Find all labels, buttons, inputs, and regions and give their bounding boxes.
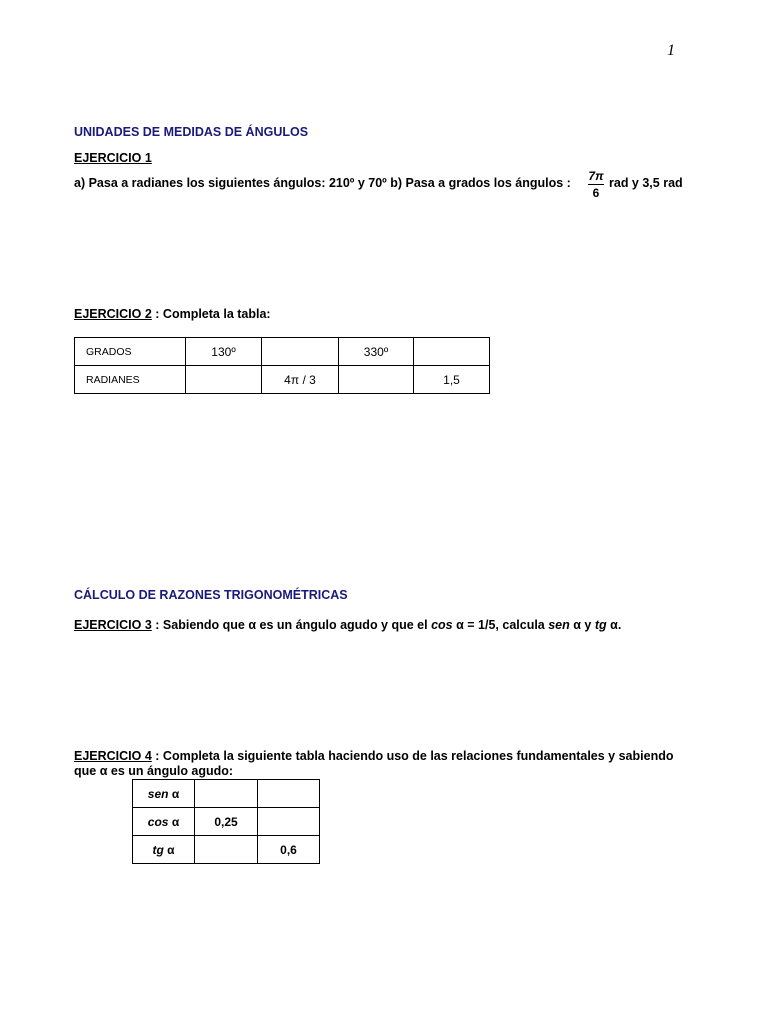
- text-span: es un ángulo agudo y que el: [256, 618, 432, 632]
- table-cell: 130º: [186, 338, 262, 366]
- table-cell: 4π / 3: [262, 366, 339, 394]
- alpha-symbol: α: [167, 842, 175, 857]
- degrees-radians-table: [74, 337, 490, 394]
- table-cell: 0,25: [195, 808, 258, 836]
- text-span: que: [74, 764, 100, 778]
- table-cell: [186, 366, 262, 394]
- alpha-symbol: α: [573, 618, 581, 632]
- text-span: : Sabiendo que: [151, 618, 249, 632]
- row-label-grados: GRADOS: [75, 338, 186, 366]
- table-cell: [339, 366, 414, 394]
- table-cell: 1,5: [414, 366, 490, 394]
- table-cell: [195, 836, 258, 864]
- table-row-tg: [133, 836, 320, 864]
- row-label-sen: [133, 780, 195, 808]
- row-label-cos: [133, 808, 195, 836]
- table-row-radianes: [75, 366, 490, 394]
- table-cell: [258, 780, 320, 808]
- fraction-numerator: 7π: [588, 169, 604, 183]
- trig-ratios-table: [132, 779, 320, 864]
- alpha-symbol: α: [456, 618, 464, 632]
- table-row-grados: [75, 338, 490, 366]
- sen-function: sen: [548, 618, 570, 632]
- table-cell: 0,6: [258, 836, 320, 864]
- text-span: : Completa la siguiente tabla haciendo uso de las relaciones fundamentales y sabiendo: [151, 749, 674, 763]
- alpha-symbol: α: [248, 618, 257, 632]
- exercise-2-heading: [74, 307, 271, 321]
- fraction-7pi-over-6: [586, 169, 606, 200]
- alpha-symbol: α: [171, 786, 180, 801]
- cos-function: cos: [147, 814, 169, 829]
- tg-function: tg: [152, 842, 164, 857]
- section-title-angle-units: UNIDADES DE MEDIDAS DE ÁNGULOS: [74, 125, 309, 139]
- exercise-1-label: EJERCICIO 1: [74, 151, 152, 165]
- exercise-4-label: EJERCICIO 4: [74, 749, 152, 763]
- fraction-bar: [588, 184, 604, 185]
- table-cell: [195, 780, 258, 808]
- text-span: es un ángulo agudo:: [107, 764, 234, 778]
- exercise-3-text: [74, 618, 621, 632]
- exercise-4-line-1: [74, 749, 673, 763]
- exercise-1-text: a) Pasa a radianes los siguientes ángulos: 210º y 70º b) Pasa a grados los ángulos :: [74, 176, 571, 190]
- table-row-cos: [133, 808, 320, 836]
- section-title-trig-ratios: CÁLCULO DE RAZONES TRIGONOMÉTRICAS: [74, 588, 348, 602]
- exercise-4-line-2: [74, 764, 233, 778]
- alpha-symbol: α: [171, 814, 180, 829]
- table-row-sen: [133, 780, 320, 808]
- alpha-symbol: α: [610, 618, 618, 632]
- text-span: y: [580, 618, 595, 632]
- row-label-radianes: RADIANES: [75, 366, 186, 394]
- text-span: = 1/5, calcula: [463, 618, 549, 632]
- cos-function: cos: [431, 618, 453, 632]
- row-label-tg: [133, 836, 195, 864]
- exercise-2-instruction: : Completa la tabla:: [151, 307, 271, 321]
- exercise-1-text-end: rad y 3,5 rad: [609, 176, 683, 190]
- table-cell: [262, 338, 339, 366]
- table-cell: [414, 338, 490, 366]
- table-cell: [258, 808, 320, 836]
- tg-function: tg: [594, 618, 607, 632]
- page-number: 1: [667, 42, 675, 59]
- text-span: .: [617, 618, 622, 632]
- exercise-2-label: EJERCICIO 2: [74, 307, 152, 321]
- exercise-3-label: EJERCICIO 3: [74, 618, 152, 632]
- fraction-denominator: 6: [592, 186, 600, 200]
- alpha-symbol: α: [99, 764, 108, 778]
- table-cell: 330º: [339, 338, 414, 366]
- sen-function: sen: [147, 786, 169, 801]
